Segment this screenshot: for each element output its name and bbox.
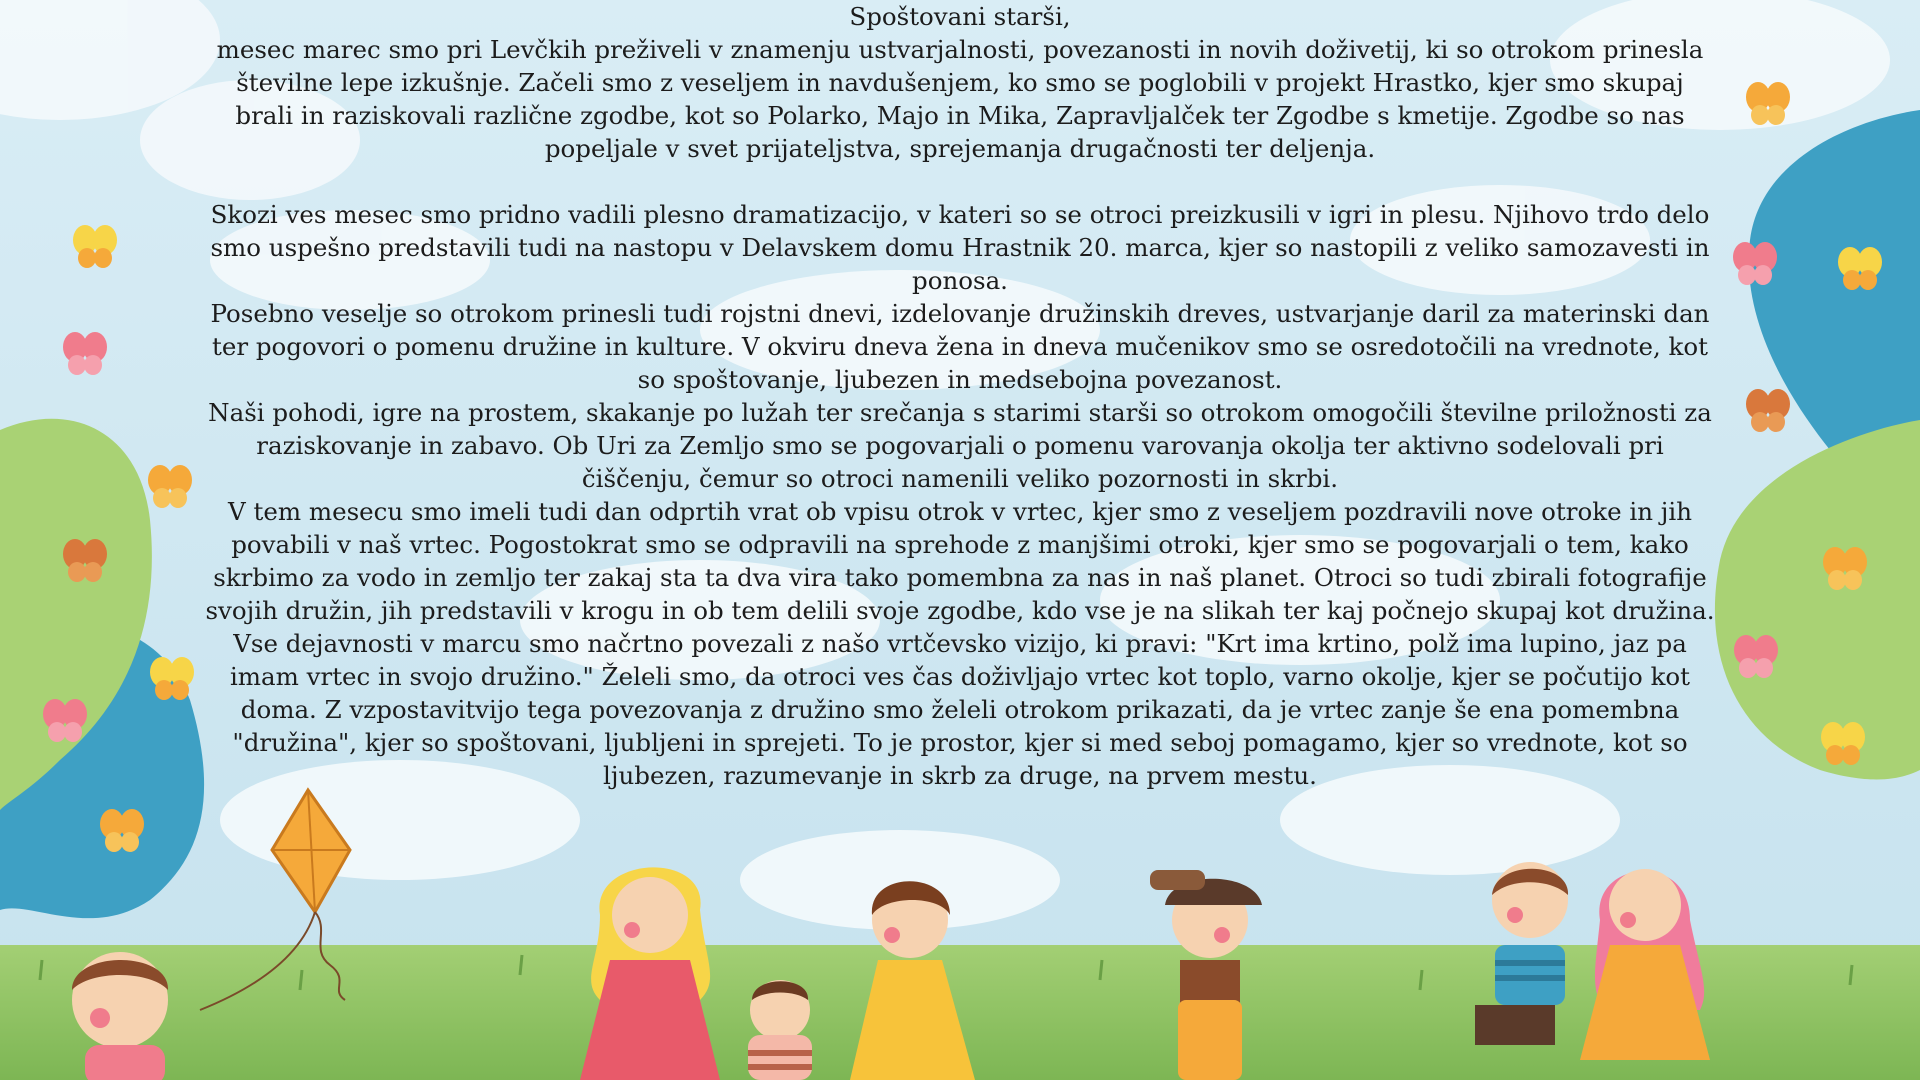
letter-greeting: Spoštovani starši, [849,2,1071,31]
letter-paragraph: Skozi ves mesec smo pridno vadili plesno dramatizacijo, v kateri so se otroci preizkusili v igri in plesu. Njihovo trdo delo smo uspešno predstavili tudi na nastopu v Delavskem domu Hrastnik 20. marca, kjer so nastopili z veliko samozavesti in ponosa. [210,200,1710,295]
letter-paragraph: V tem mesecu smo imeli tudi dan odprtih vrat ob vpisu otrok v vrtec, kjer smo z veseljem pozdravili nove otroke in jih povabili v naš vrtec. Pogostokrat smo se odpravili na sprehode z manjšimi otroki, kjer smo se pogovarjali o tem, kako skrbimo za vodo in zemljo ter zakaj sta ta dva vira tako pomembna za nas in naš planet. Otroci so tudi zbirali fotografije svojih družin, jih predstavili v krogu in ob tem delili svoje zgodbe, kdo vse je na slikah ter kaj počnejo skupaj kot družina. [205,497,1715,625]
letter-paragraph: mesec marec smo pri Levčkih preživeli v znamenju ustvarjalnosti, povezanosti in novih doživetij, ki so otrokom prinesla številne lepe izkušnje. Začeli smo z veseljem in navdušenjem, ko smo se poglobili v projekt Hrastko, kjer smo skupaj brali in raziskovali različne zgodbe, kot so Polarko, Majo in Mika, Zapravljalček ter Zgodbe s kmetije. Zgodbe so nas popeljale v svet prijateljstva, sprejemanja drugačnosti ter deljenja. [216,35,1704,163]
child-with-kite [72,952,168,1080]
girl-blonde-red-dress [580,867,720,1080]
letter-paragraph: Posebno veselje so otrokom prinesli tudi rojstni dnevi, izdelovanje družinskih dreves, ustvarjanje daril za materinski dan ter pogovori o pomenu družine in kulture. V okviru dneva žena in dneva mučenikov smo se osredotočili na vrednote, kot so spoštovanje, ljubezen in medsebojna povezanost. [210,299,1710,394]
paragraph-gap [205,165,1715,198]
letter-text [205,0,1715,792]
letter-paragraph: Naši pohodi, igre na prostem, skakanje po lužah ter srečanja s starimi starši so otrokom omogočili številne priložnosti za raziskovanje in zabavo. Ob Uri za Zemljo smo se pogovarjali o pomenu varovanja okolja ter aktivno sodelovali pri čiščenju, čemur so otroci namenili veliko pozornosti in skrbi. [208,398,1712,493]
letter-paragraph: Vse dejavnosti v marcu smo načrtno povezali z našo vrtčevsko vizijo, ki pravi: "Krt ima krtino, polž ima lupino, jaz pa imam vrtec in svojo družino." Želeli smo, da otroci ves čas doživljajo vrtec kot toplo, varno okolje, kjer se počutijo kot doma. Z vzpostavitvijo tega povezovanja z družino smo želeli otrokom prikazati, da je vrtec zanje še ena pomembna "družina", kjer so spoštovani, ljubljeni in sprejeti. To je prostor, kjer si med seboj pomagamo, kjer so vrednote, kot so ljubezen, razumevanje in skrb za druge, na prvem mestu. [229,629,1691,790]
